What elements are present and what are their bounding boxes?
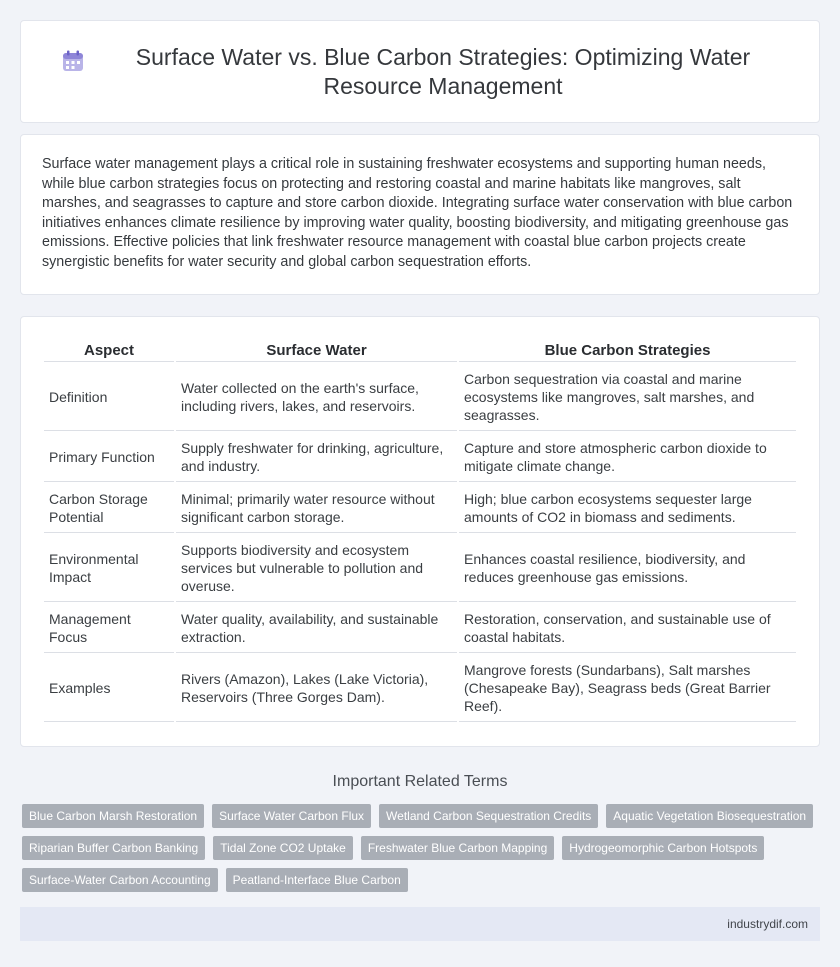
related-term-tag[interactable]: Surface Water Carbon Flux <box>212 804 371 828</box>
column-header-surface-water: Surface Water <box>176 337 457 362</box>
cell-surface-water: Supply freshwater for drinking, agriculture, and industry. <box>176 433 457 482</box>
header-card <box>20 20 820 123</box>
related-term-tag[interactable]: Tidal Zone CO2 Uptake <box>213 836 353 860</box>
cell-blue-carbon: High; blue carbon ecosystems sequester large amounts of CO2 in biomass and sediments. <box>459 484 796 533</box>
table-row <box>44 364 796 431</box>
related-term-tag[interactable]: Aquatic Vegetation Biosequestration <box>606 804 813 828</box>
cell-surface-water: Rivers (Amazon), Lakes (Lake Victoria), Reservoirs (Three Gorges Dam). <box>176 655 457 722</box>
related-terms-title: Important Related Terms <box>332 773 508 790</box>
cell-blue-carbon: Mangrove forests (Sundarbans), Salt marshes (Chesapeake Bay), Seagrass beds (Great Barrier Reef). <box>459 655 796 722</box>
table-row <box>44 433 796 482</box>
column-header-blue-carbon: Blue Carbon Strategies <box>459 337 796 362</box>
calendar-icon <box>61 49 85 73</box>
comparison-table-card <box>20 316 820 747</box>
footer-site-link[interactable]: industrydif.com <box>727 917 808 931</box>
table-row <box>44 535 796 602</box>
related-terms-tags <box>22 804 818 892</box>
cell-aspect: Environmental Impact <box>44 535 174 602</box>
comparison-table <box>42 335 798 724</box>
cell-surface-water: Water quality, availability, and sustainable extraction. <box>176 604 457 653</box>
table-header-row <box>44 337 796 362</box>
cell-surface-water: Supports biodiversity and ecosystem services but vulnerable to pollution and overuse. <box>176 535 457 602</box>
cell-blue-carbon: Enhances coastal resilience, biodiversity, and reduces greenhouse gas emissions. <box>459 535 796 602</box>
cell-surface-water: Minimal; primarily water resource without significant carbon storage. <box>176 484 457 533</box>
related-term-tag[interactable]: Surface-Water Carbon Accounting <box>22 868 218 892</box>
related-term-tag[interactable]: Hydrogeomorphic Carbon Hotspots <box>562 836 764 860</box>
page-title: Surface Water vs. Blue Carbon Strategies: Optimizing Water Resource Management <box>135 43 751 99</box>
cell-blue-carbon: Capture and store atmospheric carbon dioxide to mitigate climate change. <box>459 433 796 482</box>
cell-aspect: Definition <box>44 364 174 431</box>
cell-blue-carbon: Restoration, conservation, and sustainable use of coastal habitats. <box>459 604 796 653</box>
cell-blue-carbon: Carbon sequestration via coastal and marine ecosystems like mangroves, salt marshes, and seagrasses. <box>459 364 796 431</box>
footer <box>20 907 820 941</box>
related-term-tag[interactable]: Wetland Carbon Sequestration Credits <box>379 804 598 828</box>
intro-paragraph: Surface water management plays a critical role in sustaining freshwater ecosystems and supporting human needs, while blue carbon strategies focus on protecting and restoring coastal and marine habitats like mangroves, salt marshes, and seagrasses to capture and store carbon dioxide. Integrating surface water conservation with blue carbon initiatives enhances climate resilience by improving water quality, boosting biodiversity, and mitigating greenhouse gas emissions. Effective policies that link freshwater resource management with coastal blue carbon projects create synergistic benefits for water security and global carbon sequestration efforts. <box>20 134 820 295</box>
related-term-tag[interactable]: Riparian Buffer Carbon Banking <box>22 836 205 860</box>
related-term-tag[interactable]: Peatland-Interface Blue Carbon <box>226 868 408 892</box>
cell-aspect: Primary Function <box>44 433 174 482</box>
cell-aspect: Management Focus <box>44 604 174 653</box>
column-header-aspect: Aspect <box>44 337 174 362</box>
cell-surface-water: Water collected on the earth's surface, including rivers, lakes, and reservoirs. <box>176 364 457 431</box>
table-row <box>44 604 796 653</box>
table-row <box>44 484 796 533</box>
cell-aspect: Carbon Storage Potential <box>44 484 174 533</box>
table-row <box>44 655 796 722</box>
cell-aspect: Examples <box>44 655 174 722</box>
related-term-tag[interactable]: Freshwater Blue Carbon Mapping <box>361 836 554 860</box>
related-term-tag[interactable]: Blue Carbon Marsh Restoration <box>22 804 204 828</box>
